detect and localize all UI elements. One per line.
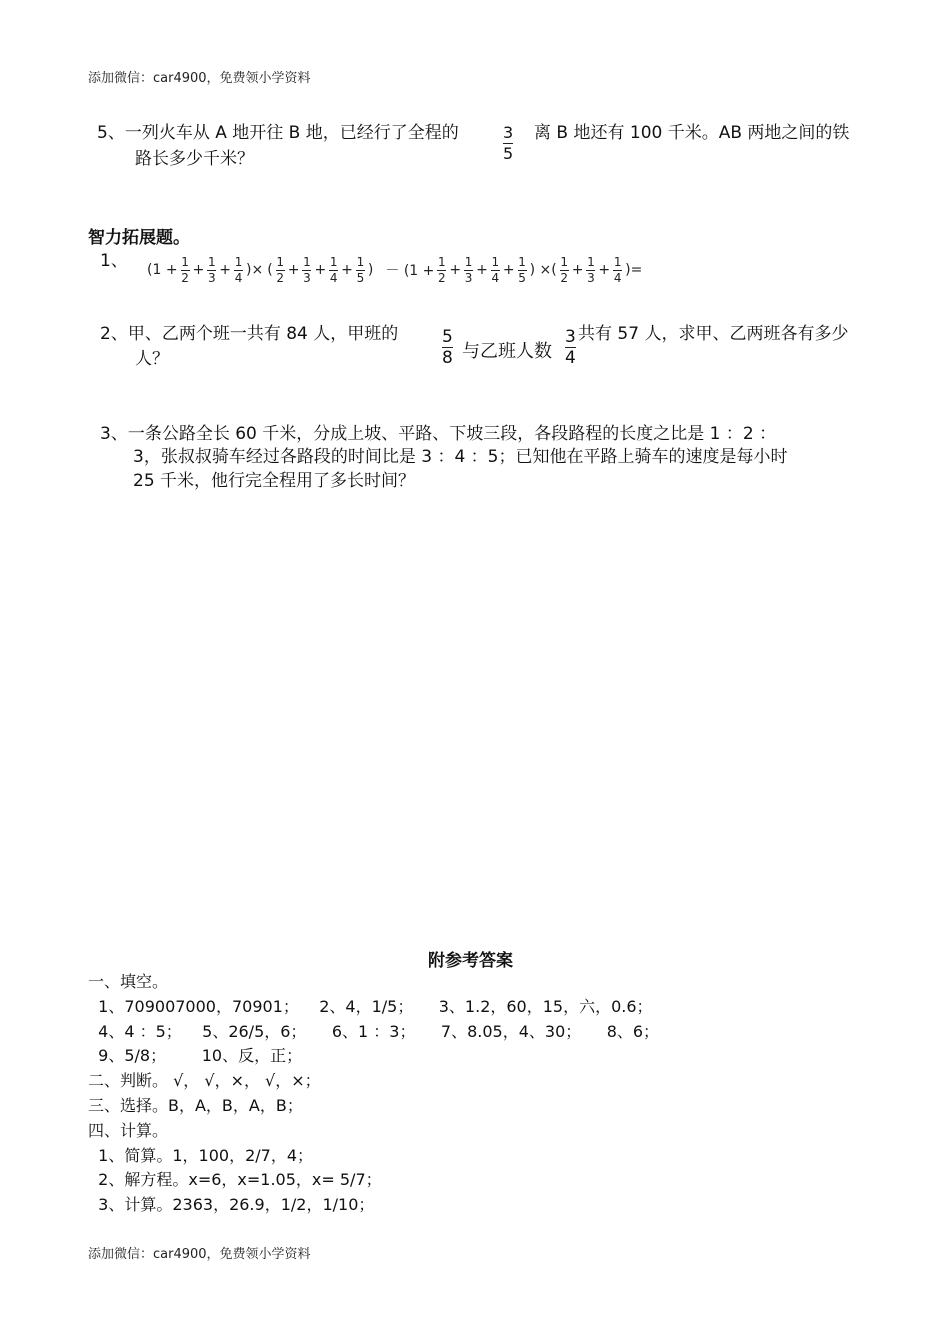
p1-label: 1、	[100, 251, 128, 271]
plus-sign: +	[449, 262, 462, 278]
plus-sign: +	[219, 262, 232, 278]
p2-line2: 人？	[135, 349, 169, 369]
expr-text: )×	[246, 262, 264, 278]
q5-fraction-denominator: 5	[503, 144, 514, 163]
expr-text: )	[367, 262, 374, 278]
fraction-1-5: 1 5	[356, 254, 365, 285]
answers-line: 四、计算。	[88, 1121, 169, 1140]
expr-text: (	[267, 262, 273, 278]
fraction-1-3: 1 3	[303, 254, 311, 285]
p2-fraction-2-numerator: 3	[565, 327, 576, 347]
p3-line1: 3、一条公路全长 60 千米，分成上坡、平路、下坡三段，各段路程的长度之比是 1 ：2 ：	[100, 424, 777, 444]
section-title: 智力拓展题。	[88, 228, 190, 248]
answers-line: 3、计算。2363，26.9，1/2，1/10；	[88, 1195, 375, 1214]
answers-line: 4、4 ：5； 5、26/5，6； 6、1 ：3； 7、8.05，4、30； 8、6；	[88, 1022, 660, 1041]
plus-sign: +	[502, 262, 515, 278]
answers-line: 1、709007000，70901； 2、4，1/5； 3、1.2，60，15，六，0.6；	[88, 997, 653, 1016]
p2-fraction-2	[565, 328, 576, 367]
p2-line1-after: 共有 57 人，求甲、乙两班各有多少	[578, 324, 849, 344]
plus-sign: +	[287, 262, 300, 278]
plus-sign: +	[571, 262, 584, 278]
answers-line: 二、判断。 √， √，×， √，×；	[88, 1071, 321, 1090]
p2-fraction-1-numerator: 5	[442, 327, 453, 347]
plus-sign: +	[476, 262, 488, 278]
q5-line1-before: 5、一列火车从 A 地开往 B 地，已经行了全程的	[97, 123, 459, 143]
q5-line2: 路长多少千米？	[135, 149, 254, 169]
p2-middle-text: 与乙班人数	[462, 341, 552, 362]
fraction-1-4: 1 4	[613, 254, 622, 285]
answers-line: 9、5/8； 10、反，正；	[88, 1046, 303, 1065]
fraction-1-3: 1 3	[207, 254, 216, 285]
fraction-1-3: 1 3	[587, 254, 595, 285]
expr-text: )=	[625, 262, 643, 278]
plus-sign: +	[192, 262, 205, 278]
p2-fraction-1-denominator: 8	[442, 348, 453, 368]
answers-title: 附参考答案	[428, 951, 513, 971]
fraction-1-2: 1 2	[560, 254, 568, 285]
plus-sign: +	[341, 262, 353, 278]
p3-line2: 3，张叔叔骑车经过各路段的时间比是 3 ：4 ：5；已知他在平路上骑车的速度是每小时	[133, 447, 788, 467]
p1-expression	[145, 252, 644, 288]
fraction-1-2: 1 2	[276, 254, 285, 285]
answers-line: 1、简算。1，100，2/7，4；	[88, 1146, 314, 1165]
fraction-1-2: 1 2	[438, 254, 446, 285]
p2-fraction-2-denominator: 4	[565, 348, 576, 368]
p2-fraction-1	[442, 328, 453, 367]
p3-line3: 25 千米，他行完全程用了多长时间？	[133, 471, 416, 491]
plus-sign: +	[598, 262, 611, 278]
plus-sign: +	[314, 262, 327, 278]
answers-line: 2、解方程。x=6，x=1.05，x= 5/7；	[88, 1170, 382, 1189]
q5-fraction-numerator: 3	[503, 123, 514, 142]
p2-line1-before: 2、甲、乙两个班一共有 84 人，甲班的	[100, 324, 399, 344]
expr-text: (1 +	[147, 262, 178, 278]
q5-fraction	[503, 124, 513, 163]
expr-text: ) ×(	[529, 262, 557, 278]
page-header: 添加微信：car4900，免费领小学资料	[88, 71, 311, 86]
fraction-1-4: 1 4	[491, 254, 500, 285]
answers-line: 三、选择。B，A，B，A，B；	[88, 1096, 303, 1115]
q5-line1-after: 离 B 地还有 100 千米。AB 两地之间的铁	[534, 123, 850, 143]
answers-line: 一、填空。	[88, 972, 169, 991]
fraction-1-4: 1 4	[234, 254, 243, 285]
expr-text: － (1 +	[385, 263, 435, 279]
fraction-1-3: 1 3	[464, 254, 473, 285]
fraction-1-5: 1 5	[518, 254, 526, 285]
fraction-1-4: 1 4	[329, 254, 338, 285]
page-footer: 添加微信：car4900，免费领小学资料	[88, 1247, 311, 1262]
fraction-1-2: 1 2	[181, 254, 189, 285]
